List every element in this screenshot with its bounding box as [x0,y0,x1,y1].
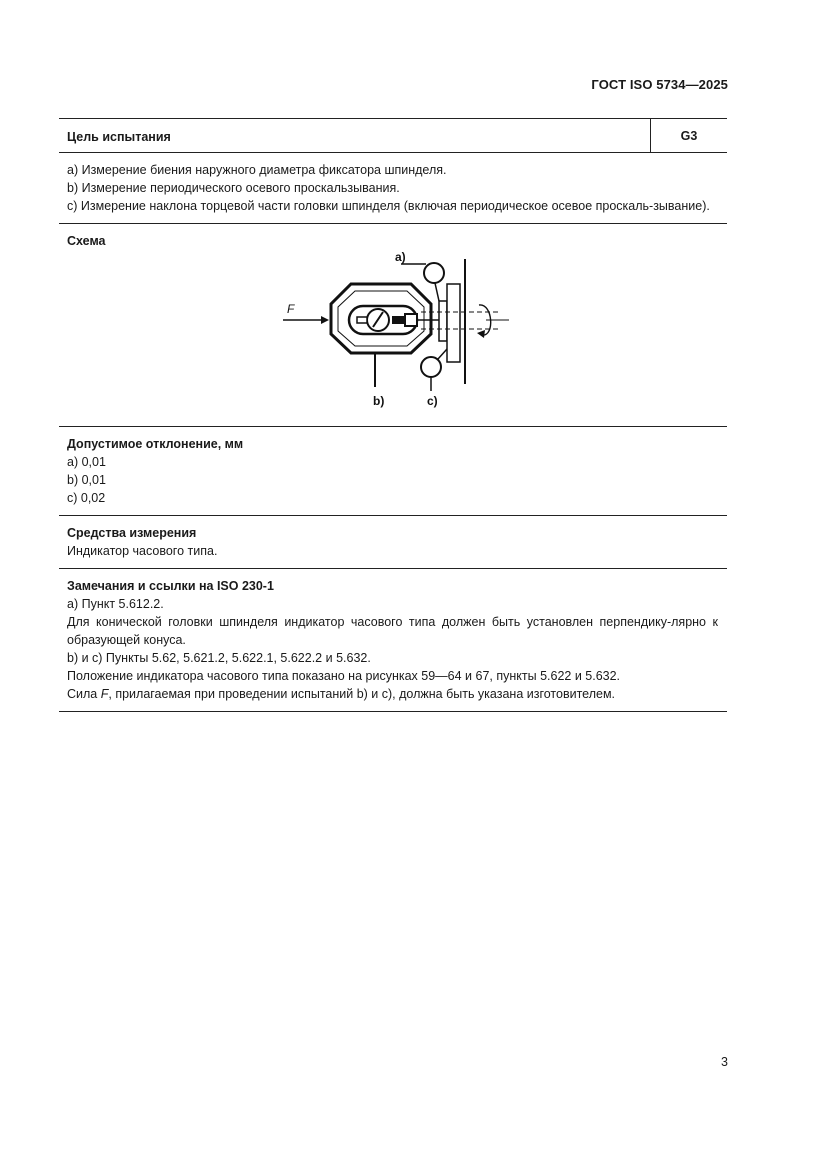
dial-mount [357,317,367,323]
note-line: Положение индикатора часового типа показано на рисунках 59—64 и 67, пункты 5.622 и 5.632. [67,669,621,683]
note-force-symbol: F [100,687,109,701]
instruments-section [59,516,727,569]
tolerance-section [59,427,727,516]
scheme-heading: Схема [67,234,106,248]
dial-stem [392,316,406,324]
instruments-text: Индикатор часового типа. [67,544,218,558]
note-line: a) Пункт 5.612.2. [67,597,164,611]
tolerance-a: a) 0,01 [67,455,106,469]
force-label: F [287,302,295,316]
tolerance-heading: Допустимое отклонение, мм [67,437,244,451]
force-arrowhead [321,316,329,324]
stem-tip [405,314,417,326]
note-force-prefix: Сила [67,687,101,701]
tolerance-b: b) 0,01 [67,473,106,487]
spindle-test-diagram [281,249,521,409]
indicator-a [424,263,444,283]
test-title: Цель испытания [67,130,171,144]
indicator-a-stylus [435,283,439,301]
rotation-arrowhead [477,330,485,338]
label-a: a) [395,250,406,264]
spindle-nose [439,301,447,341]
tolerance-c: c) 0,02 [67,491,106,505]
label-b: b) [373,394,385,408]
scheme-section [59,224,727,427]
note-force-suffix: , прилагаемая при проведении испытаний b) и c), должна быть указана изготовителем. [108,687,616,701]
instruments-heading: Средства измерения [67,526,197,540]
page-number: 3 [721,1055,728,1069]
document-header: ГОСТ ISO 5734—2025 [591,77,728,92]
note-line: Для конической головки шпинделя индикатор часового типа должен быть установлен перпендику-лярно к образующей конуса. [67,615,718,647]
objective-c: c) Измерение наклона торцевой части головки шпинделя (включая периодическое осевое проскаль-зывание). [67,199,710,213]
indicator-c-stylus [438,349,447,359]
indicator-c [421,357,441,377]
test-code: G3 [650,119,727,152]
label-c: c) [427,394,438,408]
objective-a: a) Измерение биения наружного диаметра фиксатора шпинделя. [67,163,447,177]
test-title-row [59,119,727,153]
test-specification-table [59,118,727,712]
notes-heading: Замечания и ссылки на ISO 230-1 [67,579,274,593]
spindle-flange [447,284,460,362]
notes-section [59,569,727,711]
objective-b: b) Измерение периодического осевого проскальзывания. [67,181,400,195]
note-force-line [67,685,718,703]
objectives-section [59,153,727,224]
note-line: b) и c) Пункты 5.62, 5.621.2, 5.622.1, 5.622.2 и 5.632. [67,651,371,665]
